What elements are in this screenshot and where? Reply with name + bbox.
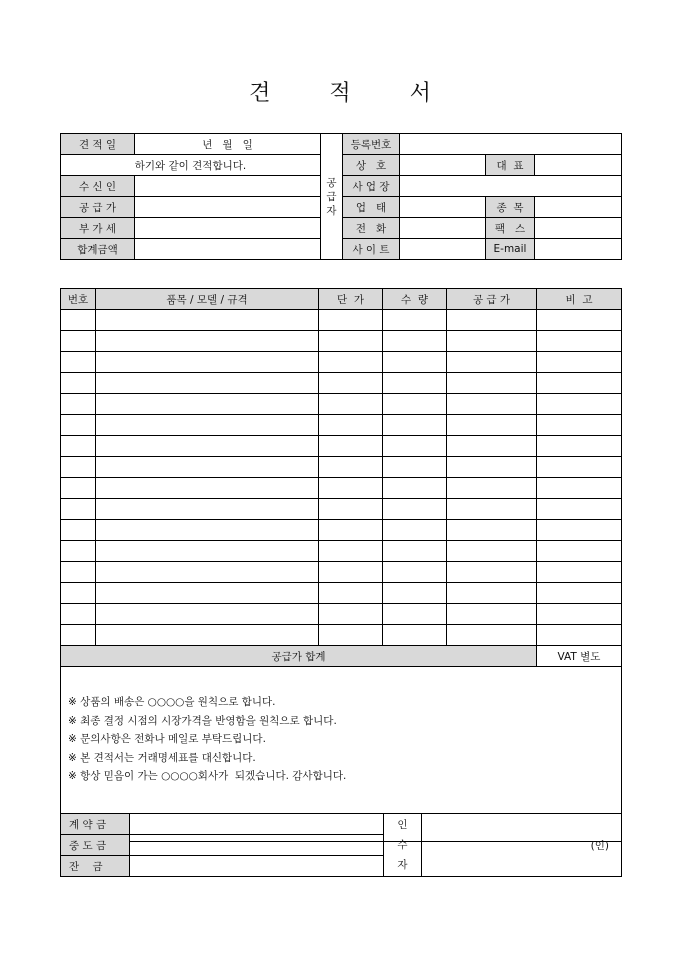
table-cell[interactable]	[61, 604, 96, 625]
table-cell[interactable]	[61, 436, 96, 457]
vat-value[interactable]	[135, 218, 321, 239]
table-cell[interactable]	[383, 373, 447, 394]
seal-mark[interactable]: (인)	[422, 814, 622, 877]
balance-value[interactable]	[130, 856, 384, 877]
supply-value[interactable]	[135, 197, 321, 218]
table-cell[interactable]	[537, 478, 622, 499]
balance-label: 잔 금	[61, 856, 130, 877]
table-row	[61, 436, 622, 457]
table-cell[interactable]	[61, 394, 96, 415]
table-cell[interactable]	[447, 352, 537, 373]
table-cell[interactable]	[96, 394, 319, 415]
table-row	[61, 415, 622, 436]
table-cell[interactable]	[319, 541, 383, 562]
table-cell[interactable]	[537, 394, 622, 415]
interim-value[interactable]	[130, 835, 384, 856]
table-cell[interactable]	[61, 583, 96, 604]
table-cell[interactable]	[447, 520, 537, 541]
date-value[interactable]: 년 월 일	[135, 134, 321, 155]
page-title: 견 적 서	[249, 81, 457, 106]
table-cell[interactable]	[537, 604, 622, 625]
table-cell[interactable]	[383, 583, 447, 604]
supplier-label: 공급자	[321, 134, 343, 260]
table-cell[interactable]	[96, 583, 319, 604]
table-cell[interactable]	[537, 415, 622, 436]
table-cell[interactable]	[319, 415, 383, 436]
table-cell[interactable]	[61, 541, 96, 562]
items-column-header: 공 급 가	[447, 289, 537, 310]
table-row	[61, 331, 622, 352]
items-column-header: 비 고	[537, 289, 622, 310]
table-cell[interactable]	[447, 415, 537, 436]
table-cell[interactable]	[537, 310, 622, 331]
table-cell[interactable]	[319, 457, 383, 478]
table-cell[interactable]	[96, 520, 319, 541]
note-line: ※ 최종 결정 시점의 시장가격을 반영함을 원칙으로 합니다.	[68, 714, 337, 727]
table-cell[interactable]	[319, 436, 383, 457]
table-cell[interactable]	[96, 541, 319, 562]
reg-no-value[interactable]	[400, 134, 622, 155]
company-value[interactable]	[400, 155, 486, 176]
note-line: ※ 문의사항은 전화나 메일로 부탁드립니다.	[68, 733, 266, 745]
table-cell[interactable]	[61, 478, 96, 499]
table-cell[interactable]	[383, 310, 447, 331]
table-cell[interactable]	[319, 562, 383, 583]
receiver-label: 인 수 자	[384, 814, 422, 877]
table-cell[interactable]	[537, 499, 622, 520]
table-row	[61, 583, 622, 604]
table-row	[61, 541, 622, 562]
items-header-row	[61, 289, 622, 310]
table-cell[interactable]	[61, 625, 96, 646]
table-cell[interactable]	[61, 352, 96, 373]
item-label: 종 목	[486, 197, 535, 218]
table-cell[interactable]	[383, 604, 447, 625]
deposit-label: 계 약 금	[61, 814, 130, 835]
table-cell[interactable]	[447, 373, 537, 394]
reg-no-label: 등록번호	[343, 134, 400, 155]
table-cell[interactable]	[537, 520, 622, 541]
table-cell[interactable]	[383, 394, 447, 415]
table-cell[interactable]	[319, 331, 383, 352]
table-cell[interactable]	[447, 310, 537, 331]
table-cell[interactable]	[319, 499, 383, 520]
table-cell[interactable]	[319, 583, 383, 604]
recipient-value[interactable]	[135, 176, 321, 197]
phone-label: 전 화	[343, 218, 400, 239]
table-cell[interactable]	[61, 310, 96, 331]
table-cell[interactable]	[96, 331, 319, 352]
table-cell[interactable]	[319, 478, 383, 499]
table-row	[61, 373, 622, 394]
business-value[interactable]	[400, 197, 486, 218]
table-cell[interactable]	[537, 373, 622, 394]
table-cell[interactable]	[383, 478, 447, 499]
site-value[interactable]	[400, 239, 486, 260]
table-row	[61, 352, 622, 373]
table-cell[interactable]	[319, 394, 383, 415]
interim-label: 중 도 금	[61, 835, 130, 856]
table-cell[interactable]	[447, 331, 537, 352]
total-label: 합계금액	[61, 239, 135, 260]
table-cell[interactable]	[447, 394, 537, 415]
table-cell[interactable]	[383, 352, 447, 373]
table-cell[interactable]	[96, 562, 319, 583]
table-cell[interactable]	[383, 562, 447, 583]
deposit-value[interactable]	[130, 814, 384, 835]
table-cell[interactable]	[447, 583, 537, 604]
table-cell[interactable]	[96, 373, 319, 394]
table-row	[61, 310, 622, 331]
table-cell[interactable]	[537, 562, 622, 583]
business-label: 업 태	[343, 197, 400, 218]
table-cell[interactable]	[96, 415, 319, 436]
table-cell[interactable]	[96, 625, 319, 646]
total-value[interactable]	[135, 239, 321, 260]
table-cell[interactable]	[537, 457, 622, 478]
note-line: ※ 상품의 배송은 ○○○○을 원칙으로 합니다.	[68, 696, 276, 708]
table-cell[interactable]	[537, 625, 622, 646]
table-cell[interactable]	[319, 373, 383, 394]
table-cell[interactable]	[383, 541, 447, 562]
table-cell[interactable]	[61, 373, 96, 394]
subtotal-label: 공급가 합계	[61, 646, 537, 667]
table-cell[interactable]	[537, 583, 622, 604]
table-cell[interactable]	[96, 352, 319, 373]
table-cell[interactable]	[61, 457, 96, 478]
item-value[interactable]	[535, 197, 622, 218]
table-cell[interactable]	[96, 310, 319, 331]
table-cell[interactable]	[319, 604, 383, 625]
table-cell[interactable]	[96, 457, 319, 478]
note-line: ※ 항상 믿음이 가는 ○○○○회사가 되겠습니다. 감사합니다.	[68, 770, 347, 782]
table-row	[61, 520, 622, 541]
table-cell[interactable]	[61, 520, 96, 541]
fax-value[interactable]	[535, 218, 622, 239]
email-label: E-mail	[486, 239, 535, 260]
table-cell[interactable]	[383, 625, 447, 646]
table-cell[interactable]	[383, 436, 447, 457]
table-cell[interactable]	[447, 499, 537, 520]
items-column-header: 품목 / 모델 / 규격	[96, 289, 319, 310]
table-cell[interactable]	[447, 562, 537, 583]
recipient-label: 수 신 인	[61, 176, 135, 197]
supply-label: 공 급 가	[61, 197, 135, 218]
table-cell[interactable]	[96, 604, 319, 625]
table-row	[61, 457, 622, 478]
vat-label: 부 가 세	[61, 218, 135, 239]
company-label: 상 호	[343, 155, 400, 176]
table-row	[61, 625, 622, 646]
date-label: 견 적 일	[61, 134, 135, 155]
table-cell[interactable]	[447, 457, 537, 478]
table-row	[61, 394, 622, 415]
items-column-header: 단 가	[319, 289, 383, 310]
table-cell[interactable]	[319, 520, 383, 541]
table-cell[interactable]	[537, 436, 622, 457]
table-cell[interactable]	[447, 625, 537, 646]
ceo-value[interactable]	[535, 155, 622, 176]
table-row	[61, 562, 622, 583]
table-cell[interactable]	[61, 499, 96, 520]
address-label: 사 업 장	[343, 176, 400, 197]
items-table	[60, 288, 622, 842]
header-table	[60, 133, 622, 260]
email-value[interactable]	[535, 239, 622, 260]
table-row	[61, 499, 622, 520]
table-cell[interactable]	[537, 541, 622, 562]
fax-label: 팩 스	[486, 218, 535, 239]
table-cell[interactable]	[537, 331, 622, 352]
table-cell[interactable]	[447, 478, 537, 499]
table-cell[interactable]	[61, 415, 96, 436]
table-cell[interactable]	[96, 478, 319, 499]
table-cell[interactable]	[447, 541, 537, 562]
address-value[interactable]	[400, 176, 622, 197]
note-line: ※ 본 견적서는 거래명세표를 대신합니다.	[68, 751, 256, 764]
table-cell[interactable]	[319, 310, 383, 331]
table-cell[interactable]	[383, 520, 447, 541]
table-cell[interactable]	[319, 625, 383, 646]
table-cell[interactable]	[383, 457, 447, 478]
table-row	[61, 604, 622, 625]
vat-note: VAT 별도	[537, 646, 622, 667]
table-row	[61, 478, 622, 499]
phone-value[interactable]	[400, 218, 486, 239]
table-cell[interactable]	[96, 499, 319, 520]
items-column-header: 수 량	[383, 289, 447, 310]
table-cell[interactable]	[383, 331, 447, 352]
ceo-label: 대 표	[486, 155, 535, 176]
table-cell[interactable]	[383, 499, 447, 520]
table-cell[interactable]	[537, 352, 622, 373]
table-cell[interactable]	[447, 604, 537, 625]
table-cell[interactable]	[96, 436, 319, 457]
table-cell[interactable]	[447, 436, 537, 457]
site-label: 사 이 트	[343, 239, 400, 260]
table-cell[interactable]	[383, 415, 447, 436]
table-cell[interactable]	[319, 352, 383, 373]
items-column-header: 번호	[61, 289, 96, 310]
intro-text: 하기와 같이 견적합니다.	[61, 155, 321, 176]
table-cell[interactable]	[61, 562, 96, 583]
table-cell[interactable]	[61, 331, 96, 352]
payment-table	[60, 813, 622, 877]
